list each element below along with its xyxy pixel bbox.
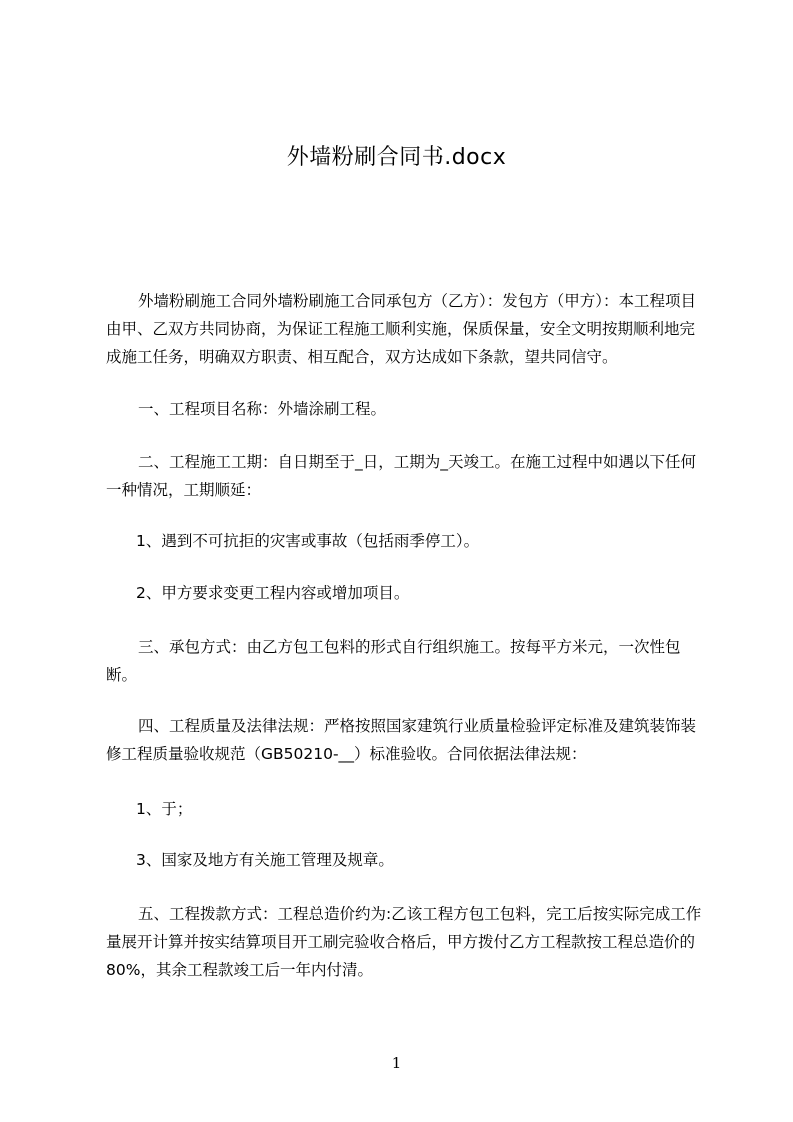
clause-5-payment-method: 五、工程拨款方式：工程总造价约为:乙该工程方包工包料，完工后按实际完成工作量展开计算并按实结算项目开工刷完验收合格后，甲方拨付乙方工程款按工程总造价的80%，其余工程款竣工后一年内付清。 — [106, 905, 702, 979]
list-item-law-1: 1、于； — [136, 800, 193, 818]
clause-4-quality-and-law: 四、工程质量及法律法规：严格按照国家建筑行业质量检验评定标准及建筑装饰装修工程质量验收规范（GB50210-__）标准验收。合同依据法律法规： — [106, 717, 697, 763]
clause-2-construction-period: 二、工程施工工期：自日期至于_日，工期为_天竣工。在施工过程中如遇以下任何一种情况，工期顺延： — [106, 453, 697, 499]
intro-paragraph: 外墙粉刷施工合同外墙粉刷施工合同承包方（乙方）：发包方（甲方）：本工程项目由甲、乙双方共同协商，为保证工程施工顺利实施，保质保量，安全文明按期顺利地完成施工任务，明确双方职责、相互配合，双方达成如下条款，望共同信守。 — [106, 292, 697, 366]
page-number: 1 — [391, 1054, 402, 1072]
list-item-change-request: 2、甲方要求变更工程内容或增加项目。 — [136, 584, 410, 602]
clause-3-contract-method: 三、承包方式：由乙方包工包料的形式自行组织施工。按每平方米元，一次性包断。 — [106, 638, 681, 684]
list-item-law-3: 3、国家及地方有关施工管理及规章。 — [136, 851, 394, 869]
list-item-force-majeure: 1、遇到不可抗拒的灾害或事故（包括雨季停工）。 — [136, 532, 480, 550]
clause-1-project-name: 一、工程项目名称：外墙涂刷工程。 — [138, 400, 387, 418]
document-title: 外墙粉刷合同书.docx — [286, 145, 507, 170]
